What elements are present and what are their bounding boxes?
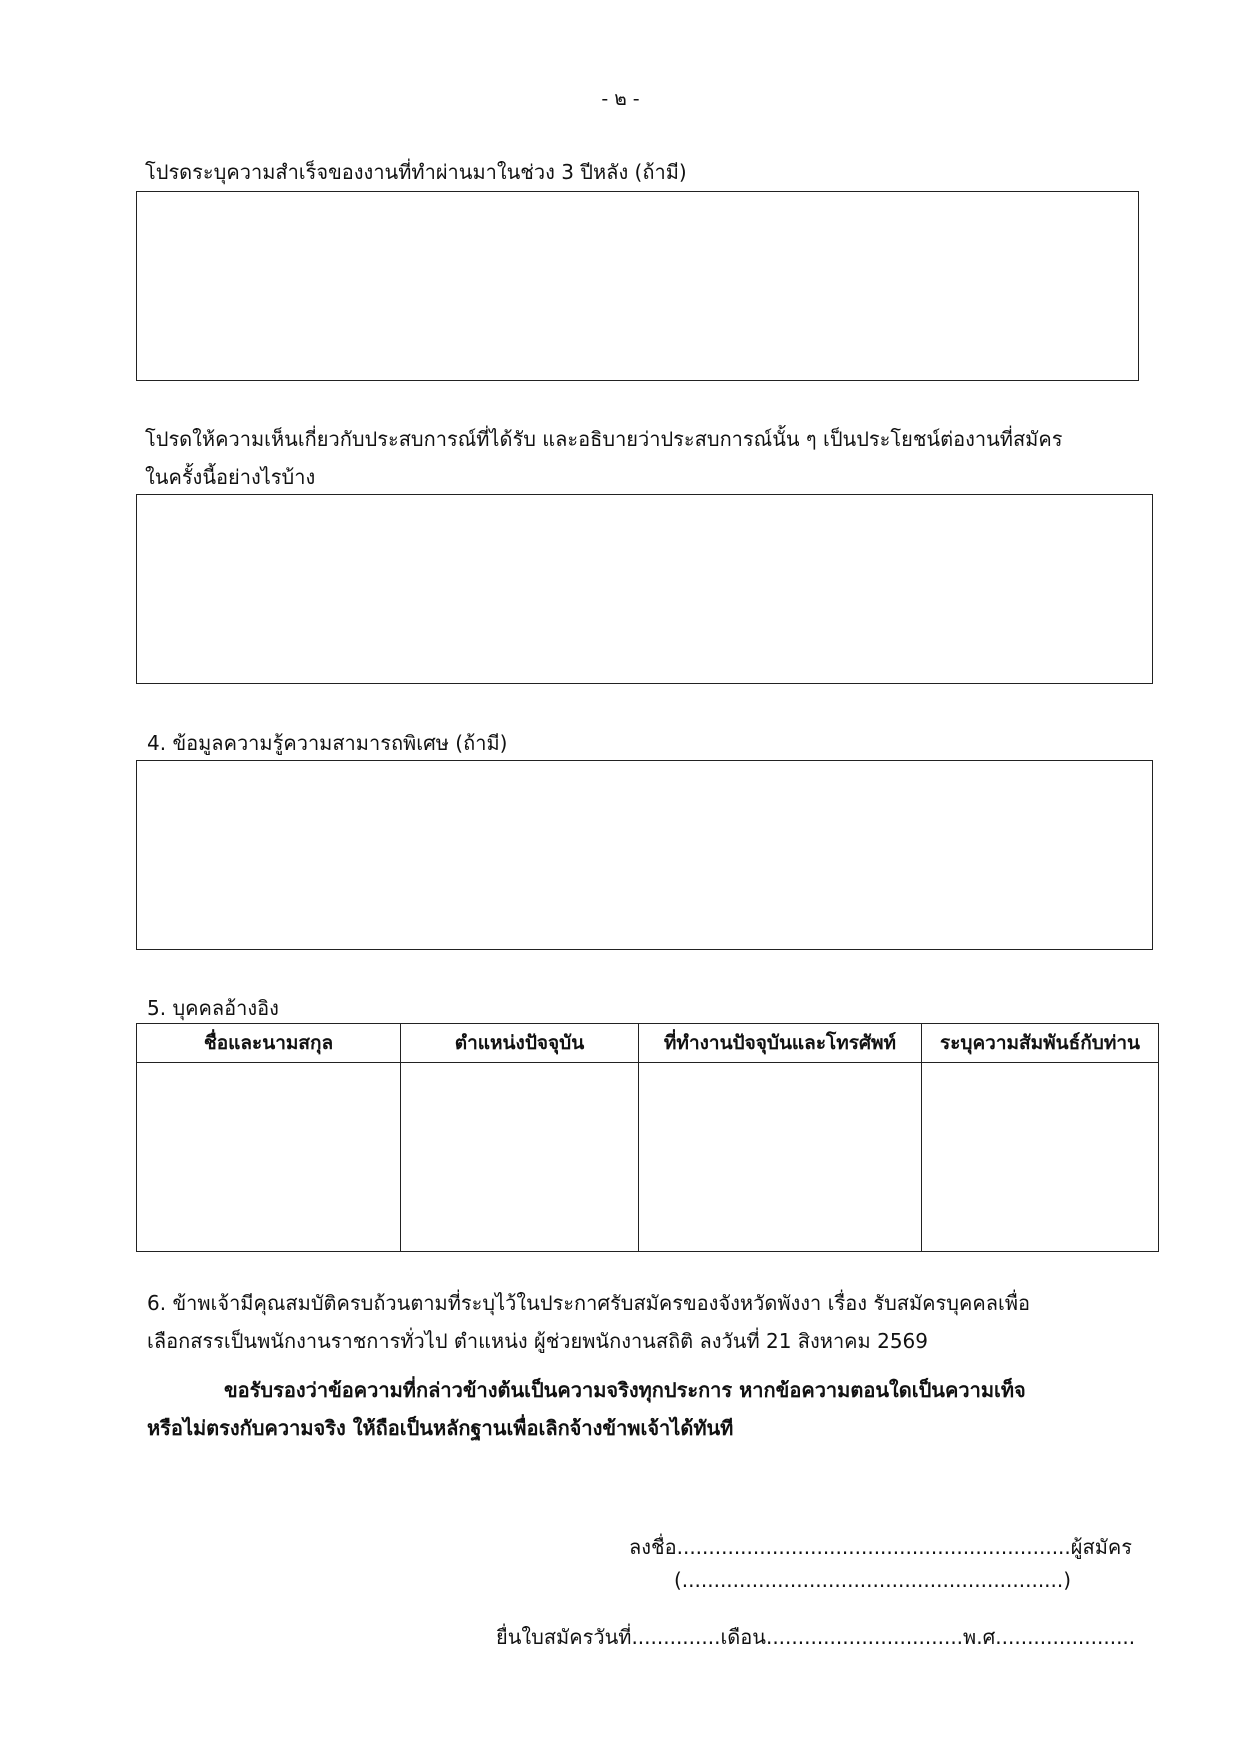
certification-line2: หรือไม่ตรงกับความจริง ให้ถือเป็นหลักฐานเพื่อเลิกจ้างข้าพเจ้าได้ทันที [147, 1416, 734, 1440]
page-number: - ๒ - [601, 88, 640, 110]
column-header-name: ชื่อและนามสกุล [137, 1024, 401, 1063]
relationship-cell[interactable] [922, 1063, 1159, 1252]
signature-line: ลงชื่อ..............................................................ผู้สมัคร [629, 1535, 1132, 1559]
references-header-row [137, 1024, 1159, 1063]
name-line: (............................................................) [674, 1568, 1072, 1592]
workplace-phone-cell[interactable] [639, 1063, 922, 1252]
table-row [137, 1063, 1159, 1252]
special-skills-box[interactable] [136, 760, 1153, 950]
certification-line1: ขอรับรองว่าข้อความที่กล่าวข้างต้นเป็นความจริงทุกประการ หากข้อความตอนใดเป็นความเท็จ [224, 1378, 1026, 1402]
column-header-position: ตำแหน่งปัจจุบัน [401, 1024, 639, 1063]
column-header-workplace-phone: ที่ทำงานปัจจุบันและโทรศัพท์ [639, 1024, 922, 1063]
references-table [136, 1023, 1159, 1252]
references-label: 5. บุคคลอ้างอิง [147, 996, 279, 1020]
achievements-label: โปรดระบุความสำเร็จของงานที่ทำผ่านมาในช่วง 3 ปีหลัง (ถ้ามี) [145, 160, 687, 184]
qualification-line1: 6. ข้าพเจ้ามีคุณสมบัติครบถ้วนตามที่ระบุไว้ในประกาศรับสมัครของจังหวัดพังงา เรื่อง รับสมัครบุคคลเพื่อ [147, 1291, 1031, 1315]
qualification-line2: เลือกสรรเป็นพนักงานราชการทั่วไป ตำแหน่ง ผู้ช่วยพนักงานสถิติ ลงวันที่ 21 สิงหาคม 2569 [147, 1329, 928, 1353]
experience-label-line2: ในครั้งนี้อย่างไรบ้าง [145, 465, 316, 489]
special-skills-label: 4. ข้อมูลความรู้ความสามารถพิเศษ (ถ้ามี) [147, 731, 508, 755]
column-header-relationship: ระบุความสัมพันธ์กับท่าน [922, 1024, 1159, 1063]
submission-date-line: ยื่นใบสมัครวันที่..............เดือน...............................พ.ศ...................... [496, 1625, 1136, 1649]
experience-box[interactable] [136, 494, 1153, 684]
experience-label-line1: โปรดให้ความเห็นเกี่ยวกับประสบการณ์ที่ได้รับ และอธิบายว่าประสบการณ์นั้น ๆ เป็นประโยชน์ต่องานที่สมัคร [145, 427, 1063, 451]
achievements-box[interactable] [136, 191, 1139, 381]
name-cell[interactable] [137, 1063, 401, 1252]
position-cell[interactable] [401, 1063, 639, 1252]
